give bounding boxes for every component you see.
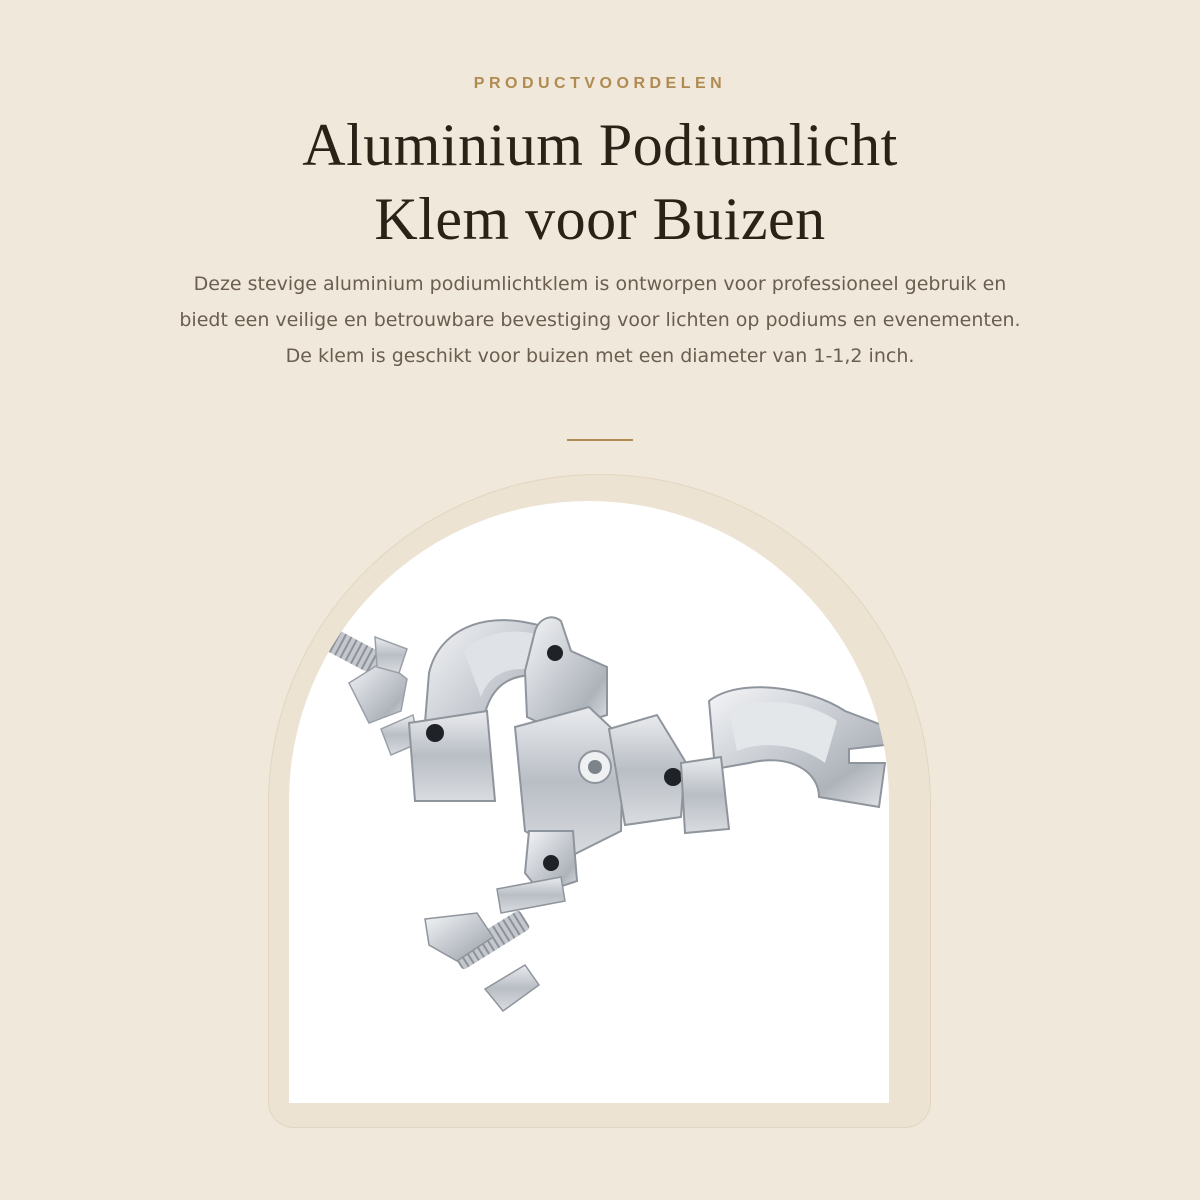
upper-bolt [323, 628, 419, 755]
title-line-2: Klem voor Buizen [374, 186, 826, 252]
title-line-1: Aluminium Podiumlicht [302, 112, 898, 178]
product-image-frame [268, 474, 931, 1128]
lower-bolt [425, 877, 565, 1011]
right-clamp-jaw [609, 687, 887, 833]
product-image [289, 501, 889, 1103]
eyebrow-label: PRODUCTVOORDELEN [473, 75, 727, 92]
center-swivel [515, 617, 623, 893]
clamp-illustration [289, 501, 889, 1103]
page-title [0, 108, 1200, 256]
product-description: Deze stevige aluminium podiumlichtklem is ontworpen voor professioneel gebruik en biedt een veilige en betrouwbare bevestiging voor lichten op podiums en evenementen. De klem is geschikt voor buizen met een diameter van 1-1,2 inch. [179, 273, 1021, 367]
section-divider [567, 439, 633, 441]
